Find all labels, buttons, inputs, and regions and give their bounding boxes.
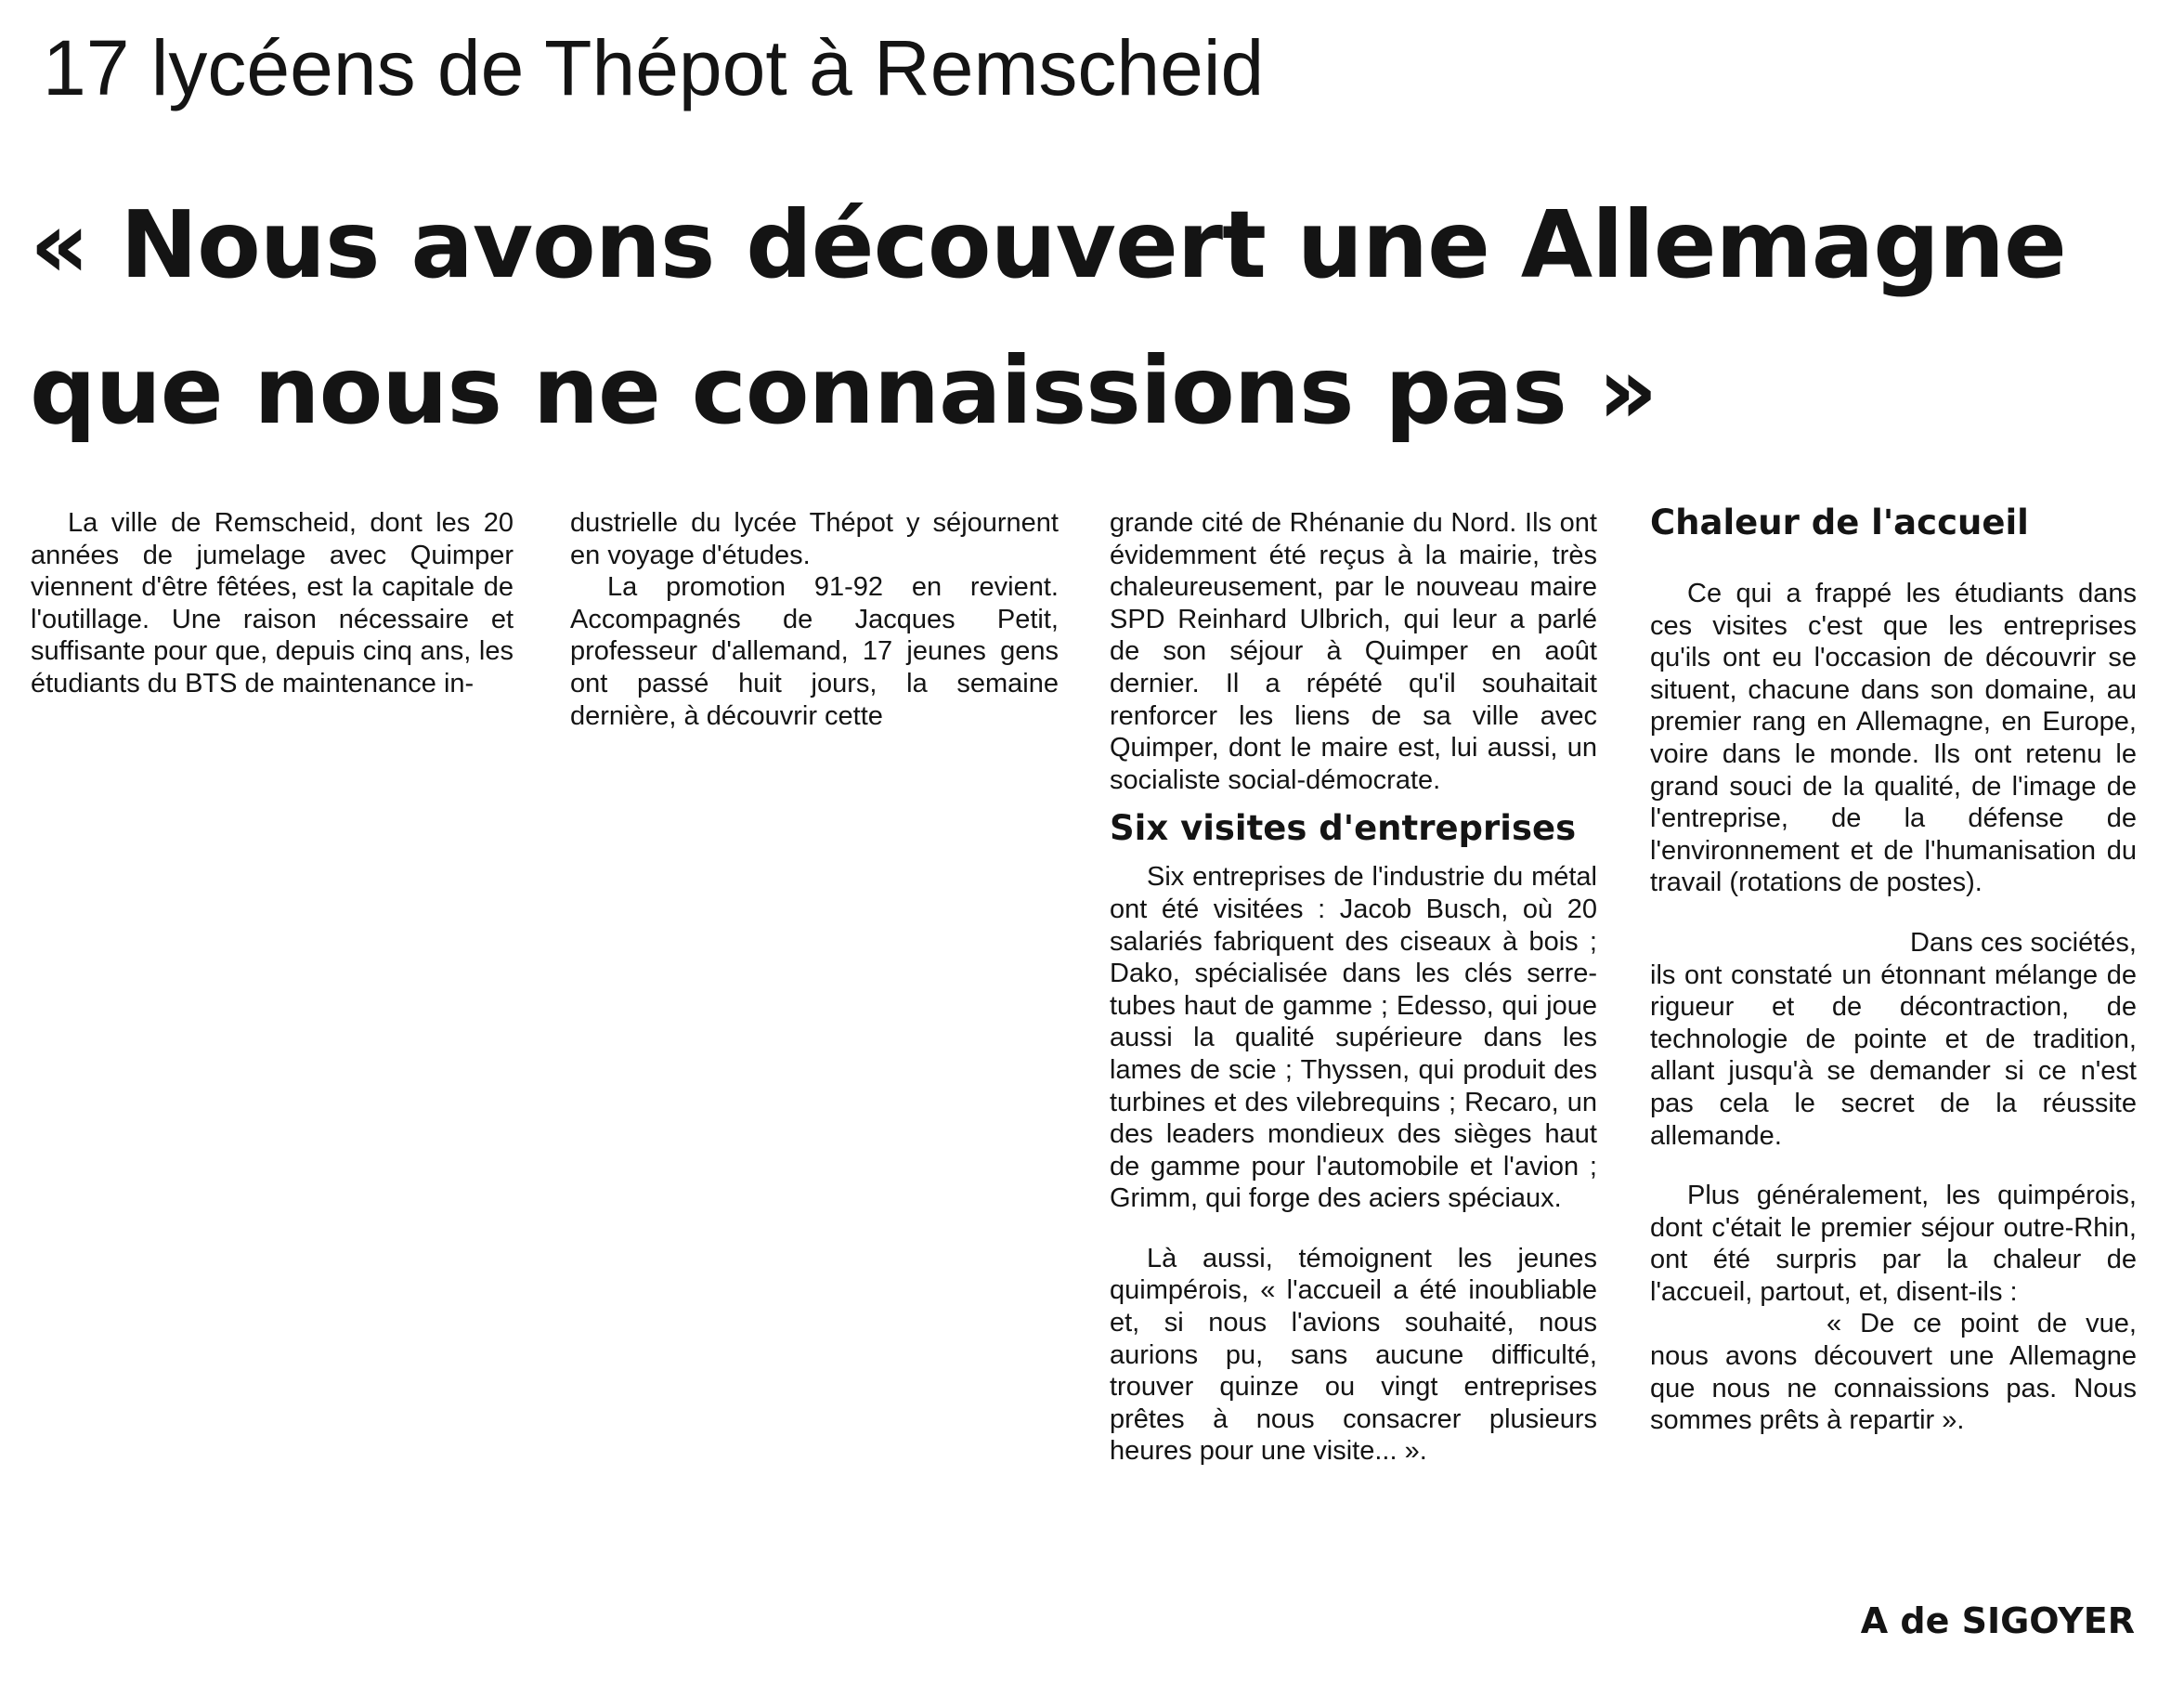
column-4-paragraph-3: Plus généralement, les quimpérois, dont c'était le premier séjour outre-Rhin, ont été surpris par la chaleur de l'accueil, partout, et, disent-ils : [1650,1181,2137,1307]
column-4-paragraph-4: « De ce point de vue, nous avons découvert une Allemagne que nous ne connaissions pas. Nous sommes prêts à repartir ». [1650,1309,2137,1436]
kicker-headline: 17 lycéens de Thépot à Remscheid [43,24,1265,111]
column-4-paragraph-2: Dans ces sociétés, ils ont constaté un étonnant mélange de rigueur et de décontraction, de technologie de pointe et de tradition, allant jusqu'à se demander si ce n'est pas cela le secret de la réussite allemande. [1650,927,2137,1151]
main-headline [30,172,2066,463]
headline-line-1: « Nous avons découvert une Allemagne [30,190,2066,299]
article-column-3 [1110,507,1597,1468]
article-column-2 [570,507,1059,732]
article-column-4 [1650,503,2137,1437]
column-4-paragraph-1: Ce qui a frappé les étudiants dans ces visites c'est que les entreprises qu'ils ont eu l'occasion de découvrir se situent, chacune dans son domaine, au premier rang en Allemagne, en Europe, voire dans le monde. Ils ont retenu le grand souci de la qualité, de l'image de l'entreprise, de la défense de l'environnement et de l'humanisation du travail (rotations de postes). [1650,579,2137,898]
subheading-chaleur-accueil: Chaleur de l'accueil [1650,503,2029,542]
article-column-1 [31,507,514,700]
column-1-paragraph-1: La ville de Remscheid, dont les 20 années de jumelage avec Quimper viennent d'être fêtées, est la capitale de l'outillage. Une raison nécessaire et suffisante pour que, depuis cinq ans, les étudiants du BTS de maintenance in- [31,508,514,698]
column-2-paragraph-1: dustrielle du lycée Thépot y séjournent en voyage d'études. [570,508,1059,570]
column-3-paragraph-3: Là aussi, témoignent les jeunes quimpérois, « l'accueil a été inoubliable et, si nous l'avions souhaité, nous aurions pu, sans aucune difficulté, trouver quinze ou vingt entreprises prêtes à nous consacrer plusieurs heures pour une visite... ». [1110,1243,1597,1467]
column-2-paragraph-2: La promotion 91-92 en revient. Accompagnés de Jacques Petit, professeur d'allemand, 17 jeunes gens ont passé huit jours, la semaine dernière, à découvrir cette [570,572,1059,731]
subheading-six-visites: Six visites d'entreprises [1110,808,1577,849]
column-3-paragraph-2: Six entreprises de l'industrie du métal ont été visitées : Jacob Busch, où 20 salariés fabriquent des ciseaux à bois ; Dako, spécialisée dans les clés serre-tubes haut de gamme ; Edesso, qui joue aussi la qualité supérieure dans les lames de scie ; Thyssen, qui produit des turbines et des vilebrequins ; Recaro, un des leaders mondieux des sièges haut de gamme pour l'automobile et l'avion ; Grimm, qui forge des aciers spéciaux. [1110,862,1597,1214]
headline-line-2: que nous ne connaissions pas » [30,336,1658,445]
byline: A de SIGOYER [1860,1600,2135,1641]
column-3-paragraph-1: grande cité de Rhénanie du Nord. Ils ont évidemment été reçus à la mairie, très chaleureusement, par le nouveau maire SPD Reinhard Ulbrich, qui leur a parlé de son séjour à Quimper en août dernier. Il a répété qu'il souhaitait renforcer les liens de sa ville avec Quimper, dont le maire est, lui aussi, un socialiste social-démocrate. [1110,508,1597,795]
